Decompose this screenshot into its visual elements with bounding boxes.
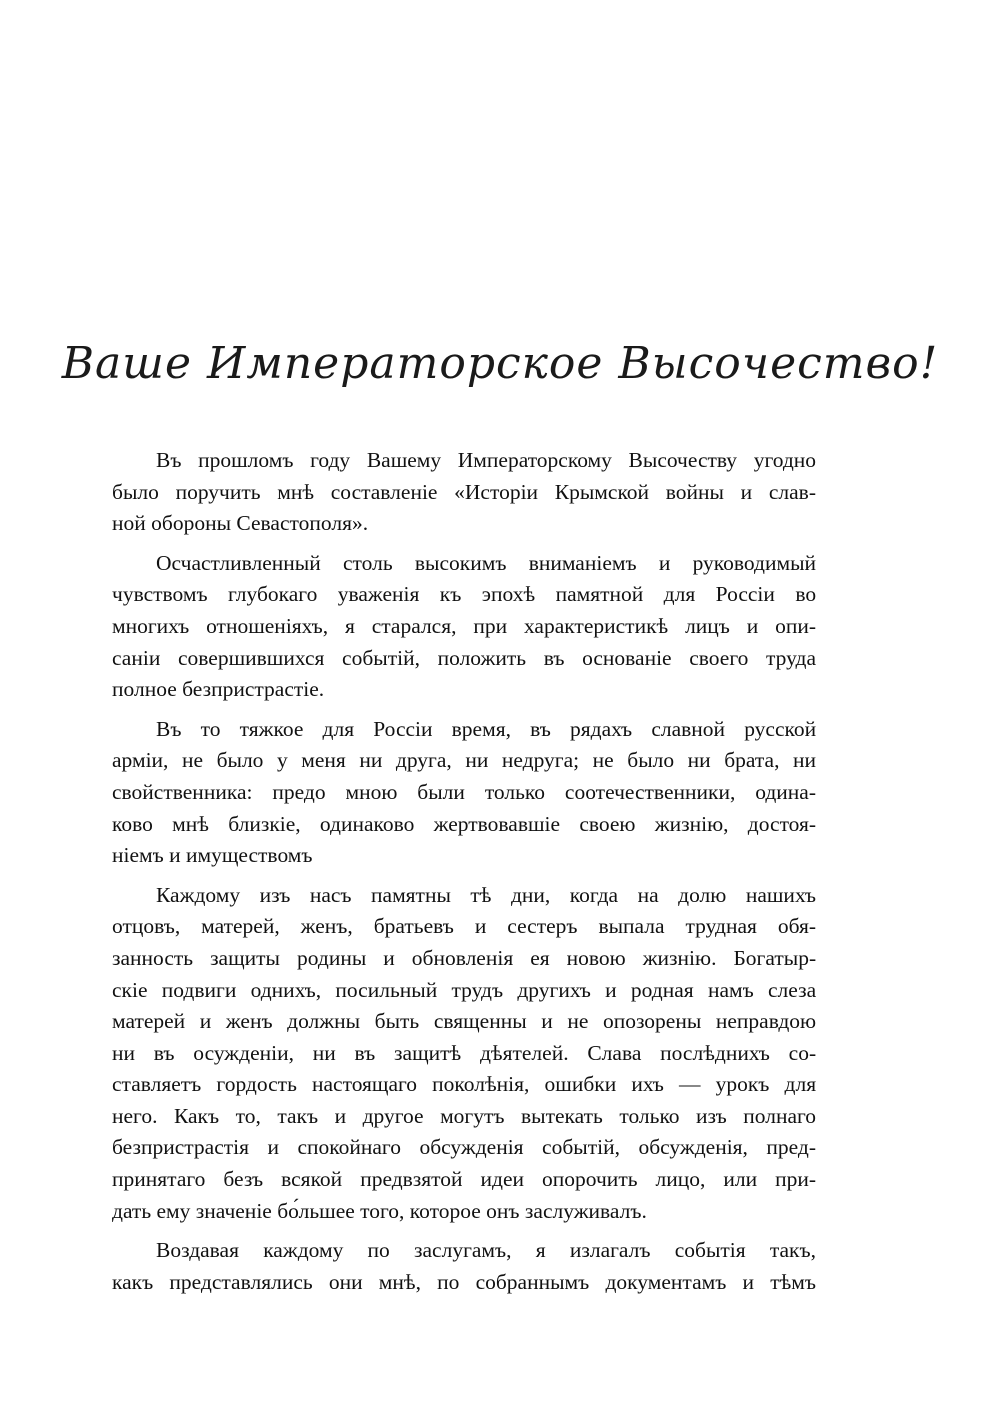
text-line: матерей и женъ должны быть священны и не опозорены неправдою <box>112 1009 816 1034</box>
text-line: отцовъ, матерей, женъ, братьевъ и сестеръ выпала трудная обя- <box>112 914 816 939</box>
text-line: дать ему значеніе бо́льшее того, которое онъ заслуживалъ. <box>112 1198 647 1223</box>
text-line: Осчастливленный столь высокимъ вниманіемъ и руководимый <box>156 550 816 575</box>
text-line: Въ прошломъ году Вашему Императорскому Высочеству угодно <box>156 448 816 472</box>
text-line: полное безпристрастіе. <box>112 677 325 702</box>
text-line: было поручить мнѣ составленіе «Исторіи Крымской войны и слав- <box>112 479 816 504</box>
paragraph-1 <box>112 445 816 540</box>
text-line: него. Какъ то, такъ и другое могутъ вытекать только изъ полнаго <box>112 1103 816 1128</box>
text-line: свойственника: предо мною были только соотечественники, одина- <box>112 779 816 804</box>
text-line: скіе подвиги однихъ, посильный трудъ другихъ и родная намъ слеза <box>112 977 816 1002</box>
text-line: ково мнѣ близкіе, одинаково жертвовавшіе своею жизнію, достоя- <box>112 811 816 836</box>
paragraph-2 <box>112 548 816 706</box>
text-line: ни въ осужденіи, ни въ защитѣ дѣятелей. Слава послѣднихъ со- <box>112 1040 816 1065</box>
text-line: многихъ отношеніяхъ, я старался, при характеристикѣ лицъ и опи- <box>112 613 816 638</box>
text-line: Въ то тяжкое для Россіи время, въ рядахъ славной русской <box>156 716 816 741</box>
paragraph-5 <box>112 1235 816 1298</box>
text-line: чувствомъ глубокаго уваженія къ эпохѣ памятной для Россіи во <box>112 582 816 607</box>
text-line: Воздавая каждому по заслугамъ, я излагалъ событія такъ, <box>156 1238 816 1263</box>
text-line: ніемъ и имуществомъ <box>112 843 313 868</box>
text-line: ной обороны Севастополя». <box>112 511 369 536</box>
text-line: саніи совершившихся событій, положить въ основаніе своего труда <box>112 645 816 670</box>
salutation-heading: Ваше Императорское Высочество! <box>61 338 939 389</box>
text-line: ставляетъ гордость настоящаго поколѣнія, ошибки ихъ — урокъ для <box>112 1072 816 1097</box>
text-line: арміи, не было у меня ни друга, ни недруга; не было ни брата, ни <box>112 748 816 773</box>
body-text <box>112 445 816 1306</box>
text-line: принятаго безъ всякой предвзятой идеи опорочить лицо, или при- <box>112 1167 816 1192</box>
text-line: какъ представлялись они мнѣ, по собраннымъ документамъ и тѣмъ <box>112 1269 816 1294</box>
text-line: занность защиты родины и обновленія ея новою жизнію. Богатыр- <box>112 945 816 970</box>
text-line: Каждому изъ насъ памятны тѣ дни, когда на долю нашихъ <box>156 882 816 907</box>
text-line: безпристрастія и спокойнаго обсужденія событій, обсужденія, пред- <box>112 1135 816 1160</box>
paragraph-4 <box>112 880 816 1228</box>
paragraph-3 <box>112 714 816 872</box>
